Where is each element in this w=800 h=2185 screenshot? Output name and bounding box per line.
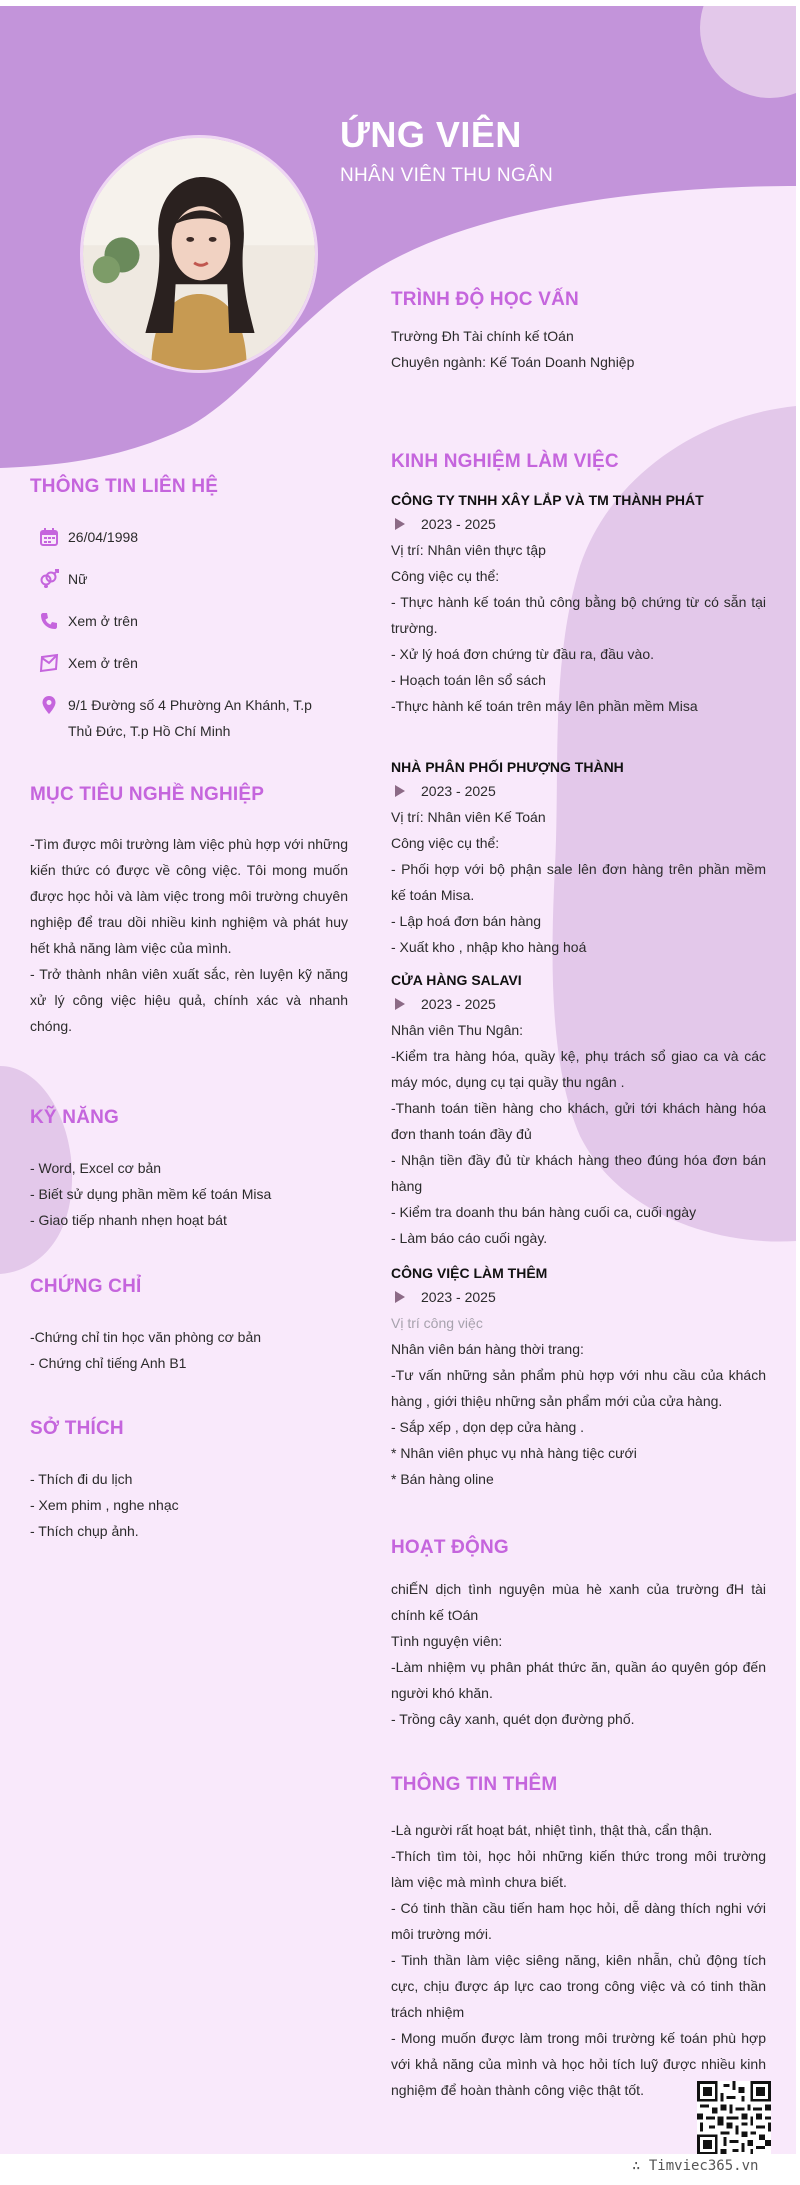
cv-page (0, 6, 796, 2154)
job-period (391, 778, 766, 804)
activity-line: -Làm nhiệm vụ phân phát thức ăn, quần áo quyên góp đến người khó khăn. (391, 1659, 766, 1701)
skill-item: - Giao tiếp nhanh nhẹn hoạt bát (30, 1212, 227, 1228)
objective-text-1: -Tìm được môi trường làm việc phù hợp với những kiến thức có được về công việc. Tôi mong muốn được học hỏi và làm việc trong môi trường chuyên nghiệp để trau dồi nhiều kinh nghiệm và phát huy hết khả năng làm việc của mình. (30, 836, 348, 956)
contact-address (30, 692, 348, 744)
job-line: - Kiểm tra doanh thu bán hàng cuối ca, cuối ngày (391, 1204, 697, 1220)
additional-line: - Có tinh thần cầu tiến ham học hỏi, dễ dàng thích nghi với môi trường mới. (391, 1900, 766, 1942)
activities-section (391, 1576, 766, 1732)
certificate-item: -Chứng chỉ tin học văn phòng cơ bản (30, 1329, 262, 1345)
contact-heading: THÔNG TIN LIÊN HỆ (30, 476, 219, 497)
job-line: Vị trí: Nhân viên thực tập (391, 542, 546, 558)
job-period (391, 991, 766, 1017)
job-company: CÔNG VIỆC LÀM THÊM (391, 1265, 548, 1281)
additional-line: - Tinh thần làm việc siêng năng, kiên nhẫn, chủ động tích cực, chịu được áp lực cao trong công việc và có tinh thần trách nhiệm (391, 1952, 766, 2020)
job-line: - Sắp xếp , dọn dẹp cửa hàng . (391, 1419, 585, 1435)
gender-value: Nữ (68, 571, 88, 587)
phone-icon (30, 608, 68, 634)
job-1 (391, 489, 766, 719)
job-4 (391, 1262, 766, 1492)
objective-heading: MỤC TIÊU NGHỀ NGHIỆP (30, 784, 265, 805)
job-line: Công việc cụ thể: (391, 568, 500, 584)
additional-section (391, 1817, 766, 2103)
hobbies-list (30, 1466, 348, 1544)
email-icon (30, 650, 68, 676)
play-bullet-icon (395, 785, 405, 797)
play-bullet-icon (395, 1291, 405, 1303)
play-bullet-icon (395, 518, 405, 530)
certificates-list (30, 1324, 348, 1376)
address-value: 9/1 Đường số 4 Phường An Khánh, T.p Thủ Đức, T.p Hồ Chí Minh (68, 697, 312, 739)
job-line: - Hoạch toán lên sổ sách (391, 672, 546, 688)
contact-gender (30, 566, 348, 592)
avatar-photo (83, 138, 315, 370)
job-line: Công việc cụ thể: (391, 835, 500, 851)
education-heading: TRÌNH ĐỘ HỌC VẤN (391, 289, 579, 310)
candidate-title: NHÂN VIÊN THU NGÂN (340, 165, 554, 186)
skills-list (30, 1155, 348, 1233)
additional-line: - Mong muốn được làm trong môi trường kế toán phù hợp với khả năng của mình và học hỏi tích luỹ được nhiều kinh nghiệm để hoàn thành công việc thật tốt. (391, 2030, 766, 2098)
job-3 (391, 969, 766, 1251)
site-brand[interactable]: ∴ Timviec365.vn (632, 2158, 759, 2174)
job-company: NHÀ PHÂN PHỐI PHƯỢNG THÀNH (391, 759, 624, 775)
job-period-text: 2023 - 2025 (421, 996, 496, 1012)
job-line: -Thực hành kế toán trên máy lên phần mềm Misa (391, 698, 698, 714)
job-line: - Lập hoá đơn bán hàng (391, 913, 542, 929)
objective-text-2: - Trở thành nhân viên xuất sắc, rèn luyện kỹ năng xử lý công việc hiệu quả, chính xác và nhanh chóng. (30, 966, 348, 1034)
experience-heading: KINH NGHIỆM LÀM VIỆC (391, 451, 619, 472)
job-line: Nhân viên Thu Ngân: (391, 1022, 524, 1038)
hobby-item: - Thích đi du lịch (30, 1471, 133, 1487)
job-period-text: 2023 - 2025 (421, 1289, 496, 1305)
education-school: Trường Đh Tài chính kế tOán (391, 328, 574, 344)
job-line: -Tư vấn những sản phẩm phù hợp với nhu cầu của khách hàng , giới thiệu những sản phẩm mới của cửa hàng. (391, 1367, 766, 1409)
calendar-icon (30, 524, 68, 550)
job-line: * Nhân viên phục vụ nhà hàng tiệc cưới (391, 1445, 637, 1461)
email-value: Xem ở trên (68, 655, 138, 671)
job-company: CÔNG TY TNHH XÂY LẮP VÀ TM THÀNH PHÁT (391, 492, 704, 508)
job-company: CỬA HÀNG SALAVI (391, 972, 522, 988)
job-line: - Thực hành kế toán thủ công bằng bộ chứng từ có sẵn tại trường. (391, 594, 766, 636)
education-section (391, 323, 766, 375)
gender-icon (30, 566, 68, 592)
activity-line: Tình nguyện viên: (391, 1633, 503, 1649)
skill-item: - Word, Excel cơ bản (30, 1160, 162, 1176)
birthday-value: 26/04/1998 (68, 529, 139, 545)
certificates-heading: CHỨNG CHỈ (30, 1276, 142, 1297)
contact-phone (30, 608, 348, 634)
qr-code (697, 2081, 771, 2154)
job-line: - Làm báo cáo cuối ngày. (391, 1230, 548, 1246)
skills-heading: KỸ NĂNG (30, 1107, 120, 1128)
job-period-text: 2023 - 2025 (421, 783, 496, 799)
contact-email (30, 650, 348, 676)
job-line: - Phối hợp với bộ phận sale lên đơn hàng trên phần mềm kế toán Misa. (391, 861, 766, 903)
location-pin-icon (30, 692, 68, 718)
activities-heading: HOẠT ĐỘNG (391, 1537, 509, 1558)
certificate-item: - Chứng chỉ tiếng Anh B1 (30, 1355, 187, 1371)
play-bullet-icon (395, 998, 405, 1010)
avatar (80, 135, 318, 373)
job-period (391, 1284, 766, 1310)
job-line: - Nhận tiền đầy đủ từ khách hàng theo đúng hóa đơn bán hàng (391, 1152, 766, 1194)
job-period-text: 2023 - 2025 (421, 516, 496, 532)
activity-line: - Trồng cây xanh, quét dọn đường phố. (391, 1711, 635, 1727)
job-period (391, 511, 766, 537)
job-2 (391, 756, 766, 960)
additional-heading: THÔNG TIN THÊM (391, 1774, 558, 1795)
job-line: * Bán hàng oline (391, 1471, 494, 1487)
hobby-item: - Thích chụp ảnh. (30, 1523, 139, 1539)
education-major: Chuyên ngành: Kế Toán Doanh Nghiệp (391, 354, 635, 370)
activity-line: chiẾN dịch tình nguyện mùa hè xanh của trường đH tài chính kế tOán (391, 1581, 766, 1623)
additional-line: -Thích tìm tòi, học hỏi những kiến thức trong môi trường làm việc mà mình chưa biết. (391, 1848, 766, 1890)
job-line: - Xử lý hoá đơn chứng từ đầu ra, đầu vào. (391, 646, 654, 662)
job-line: Vị trí: Nhân viên Kế Toán (391, 809, 546, 825)
phone-value: Xem ở trên (68, 613, 138, 629)
contact-birthday (30, 524, 348, 550)
hobbies-heading: SỞ THÍCH (30, 1418, 124, 1439)
candidate-name: ỨNG VIÊN (340, 114, 522, 155)
objective-section (30, 831, 348, 1039)
job-line: -Kiểm tra hàng hóa, quầy kệ, phụ trách sổ giao ca và các máy móc, dụng cụ tại quầy thu ngân . (391, 1048, 766, 1090)
job-line: Nhân viên bán hàng thời trang: (391, 1341, 584, 1357)
job-line: -Thanh toán tiền hàng cho khách, gửi tới khách hàng hóa đơn thanh toán đầy đủ (391, 1100, 766, 1142)
hobby-item: - Xem phim , nghe nhạc (30, 1497, 179, 1513)
skill-item: - Biết sử dụng phần mềm kế toán Misa (30, 1186, 272, 1202)
job-position-placeholder: Vị trí công việc (391, 1315, 483, 1331)
job-line: - Xuất kho , nhập kho hàng hoá (391, 939, 587, 955)
additional-line: -Là người rất hoạt bát, nhiệt tình, thật thà, cẩn thận. (391, 1822, 713, 1838)
